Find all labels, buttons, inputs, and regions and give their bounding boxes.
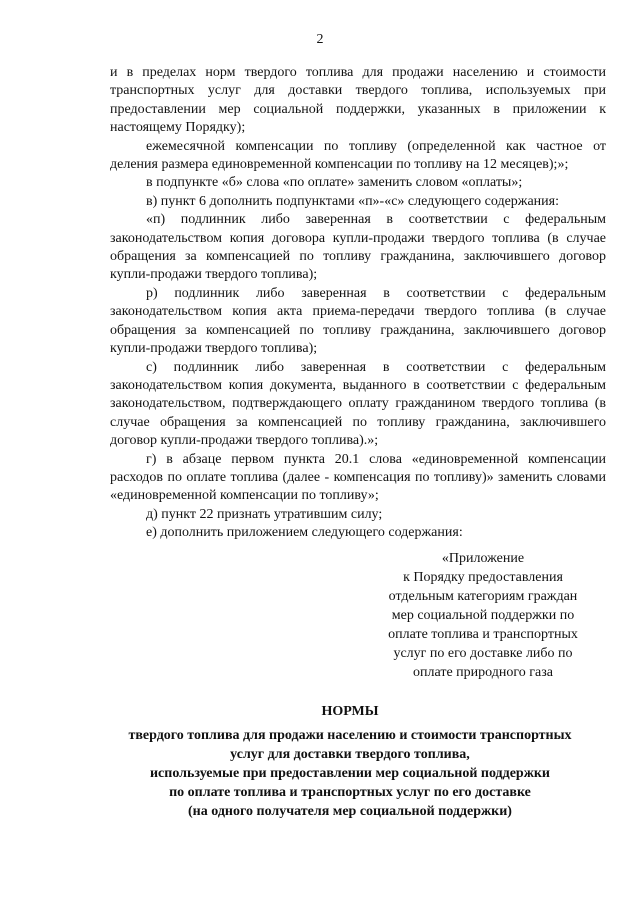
paragraph-1: и в пределах норм твердого топлива для продажи населению и стоимости транспортных услуг для доставки твердого топлива, используемых при предоставлении мер социальной поддержки, указанных в приложении к настоящему Порядку); (110, 65, 606, 136)
subtitle-line: услуг для доставки твердого топлива, (230, 747, 470, 762)
subtitle-line: (на одного получателя мер социальной поддержки) (188, 804, 512, 819)
document-title: НОРМЫ (321, 704, 379, 719)
subtitle-line: твердого топлива для продажи населению и стоимости транспортных (128, 728, 572, 743)
paragraph-7: с) подлинник либо заверенная в соответствии с федеральным законодательством копия документа, выданного в соответствии с федеральным законодательством, подтверждающего оплату гражданином твердого топлива (в случае обращения за компенсацией по топливу гражданина, заключившего договор купли-продажи твердого топлива).»; (110, 359, 606, 449)
appendix-heading (368, 549, 598, 682)
paragraph-10: е) дополнить приложением следующего содержания: (146, 525, 463, 541)
subtitle-line: по оплате топлива и транспортных услуг по его доставке (169, 785, 531, 800)
norms-title-block (90, 702, 610, 821)
appendix-line: «Приложение (441, 551, 525, 566)
paragraph-6: р) подлинник либо заверенная в соответствии с федеральным законодательством копия акта приема-передачи твердого топлива (в случае обращения за компенсацией по топливу гражданина, заключившего договор купли-продажи твердого топлива); (110, 285, 606, 357)
appendix-line: к Порядку предоставления (403, 570, 563, 585)
paragraph-8: г) в абзаце первом пункта 20.1 слова «единовременной компенсации расходов по оплате топлива (далее - компенсация по топливу)» заменить словами «единовременной компенсации по топливу»; (110, 451, 606, 504)
page-number: 2 (316, 32, 324, 47)
appendix-line: услуг по его доставке либо по (393, 646, 573, 661)
paragraph-2: ежемесячной компенсации по топливу (определенной как частное от деления размера единовременной компенсации по топливу на 12 месяцев);»; (110, 138, 606, 173)
appendix-line: оплате природного газа (413, 665, 553, 680)
appendix-line: оплате топлива и транспортных (388, 627, 578, 642)
paragraph-5: «п) подлинник либо заверенная в соответствии с федеральным законодательством копия договора купли-продажи твердого топлива (в случае обращения за компенсацией по топливу гражданина, заключившего договор купли-продажи твердого топлива); (110, 212, 606, 283)
appendix-line: мер социальной поддержки по (391, 608, 575, 623)
subtitle-line: используемые при предоставлении мер социальной поддержки (149, 766, 550, 781)
paragraph-9: д) пункт 22 признать утратившим силу; (146, 506, 383, 522)
body-text (110, 64, 606, 543)
paragraph-4: в) пункт 6 дополнить подпунктами «п»-«с» следующего содержания: (146, 193, 559, 209)
appendix-line: отдельным категориям граждан (388, 589, 578, 604)
paragraph-3: в подпункте «б» слова «по оплате» заменить словом «оплаты»; (146, 175, 523, 191)
